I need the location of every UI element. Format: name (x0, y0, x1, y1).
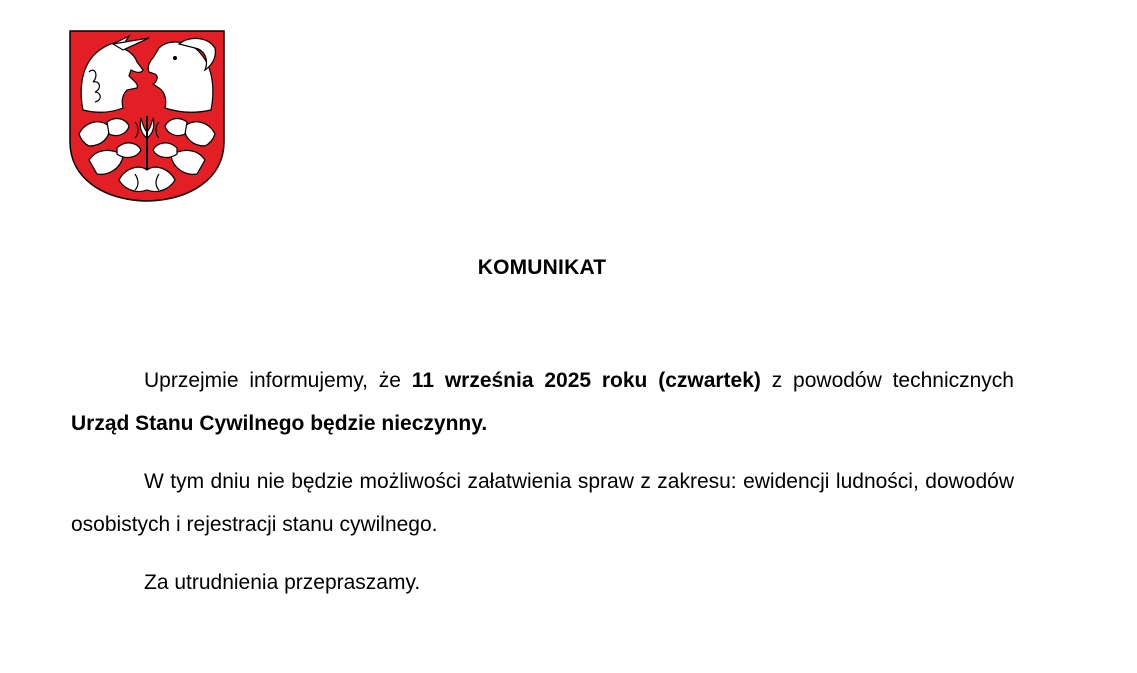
paragraph1-part2: z powodów technicznych (760, 369, 1014, 392)
announcement-body (71, 359, 1014, 619)
office-closed-statement: Urząd Stanu Cywilnego będzie nieczynny. (71, 412, 488, 435)
closure-date: 11 września 2025 roku (czwartek) (411, 369, 761, 392)
paragraph-apology: Za utrudnienia przepraszamy. (144, 571, 421, 594)
paragraph-services-unavailable: W tym dniu nie będzie możliwości załatwienia spraw z zakresu: ewidencji ludności, dowodów osobistych i rejestracji stanu cywilnego. (71, 470, 1014, 536)
page-title: KOMUNIKAT (477, 256, 607, 279)
coat-of-arms-icon (69, 30, 225, 202)
paragraph-closure-notice (71, 359, 1014, 445)
paragraph1-part1: Uprzejmie informujemy, że (144, 369, 412, 392)
